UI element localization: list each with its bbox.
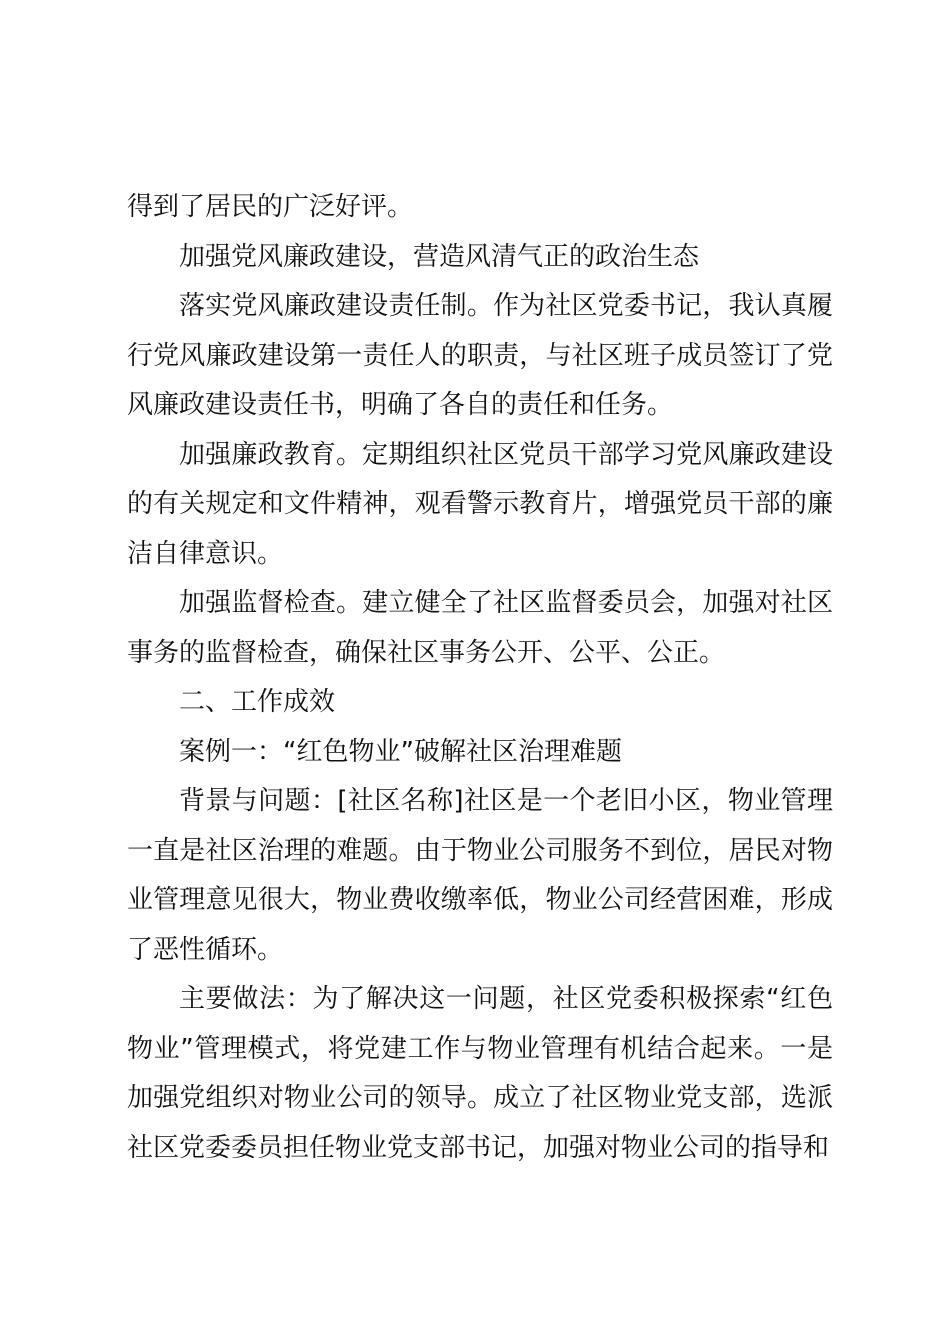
section-heading-integrity: 加强党风廉政建设，营造风清气正的政治生态 — [179, 241, 700, 272]
case-title: 案例一：“红色物业”破解社区治理难题 — [179, 736, 622, 767]
section-heading-results: 二、工作成效 — [179, 687, 336, 717]
paragraph-supervision: 加强监督检查。建立健全了社区监督委员会，加强对社区事务的监督检查，确保社区事务公开、公平、公正。 — [127, 588, 833, 668]
paragraph-approach: 主要做法：为了解决这一问题，社区党委积极探索“红色物业”管理模式，将党建工作与物业管理有机结合起来。一是加强党组织对物业公司的领导。成立了社区物业党支部，选派社区党委委员担任物业党支部书记，加强对物业公司的指导和 — [127, 984, 833, 1163]
document-body — [127, 183, 833, 1173]
paragraph-continuation: 得到了居民的广泛好评。 — [127, 192, 414, 222]
paragraph-education: 加强廉政教育。定期组织社区党员干部学习党风廉政建设的有关规定和文件精神，观看警示教育片，增强党员干部的廉洁自律意识。 — [127, 439, 833, 569]
paragraph-responsibility: 落实党风廉政建设责任制。作为社区党委书记，我认真履行党风廉政建设第一责任人的职责，与社区班子成员签订了党风廉政建设责任书，明确了各自的责任和任务。 — [127, 291, 833, 420]
paragraph-background: 背景与问题：[社区名称]社区是一个老旧小区，物业管理一直是社区治理的难题。由于物业公司服务不到位，居民对物业管理意见很大，物业费收缴率低，物业公司经营困难，形成了恶性循环。 — [127, 786, 833, 965]
